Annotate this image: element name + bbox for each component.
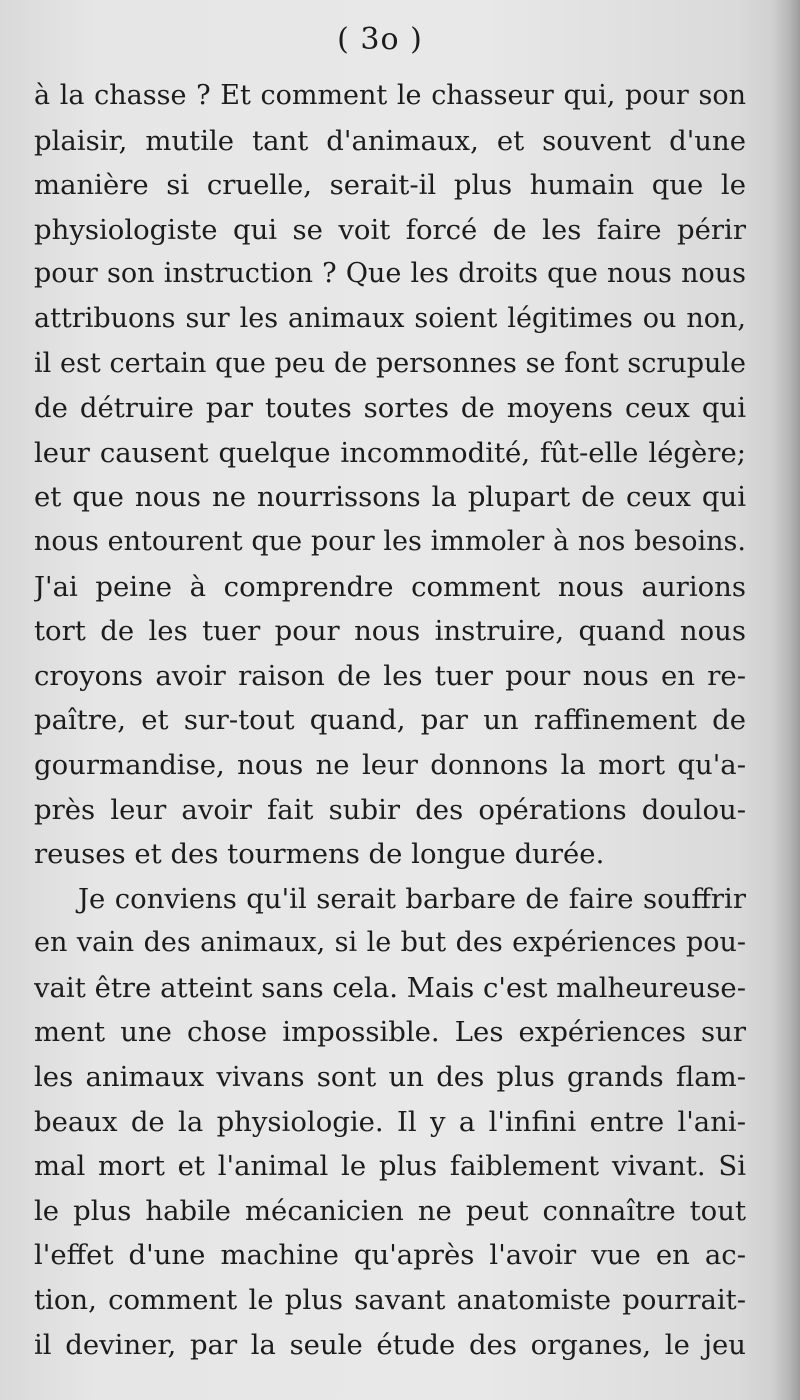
text-line: J'ai peine à comprendre comment nous aurions <box>34 570 746 603</box>
text-line: à la chasse ? Et comment le chasseur qui, pour son <box>34 80 746 111</box>
text-line: en vain des animaux, si le but des expériences pou- <box>34 927 746 959</box>
page-number: ( 3o ) <box>337 22 423 57</box>
text-line: pour son instruction ? Que les droits que nous nous <box>34 258 746 290</box>
text-line: attribuons sur les animaux soient légitimes ou non, <box>34 302 746 334</box>
text-line: près leur avoir fait subir des opérations doulou- <box>34 793 746 826</box>
text-line: physiologiste qui se voit forcé de les faire périr <box>34 213 746 246</box>
text-line: tion, comment le plus savant anatomiste pourrait- <box>34 1284 746 1317</box>
text-line: les animaux vivans sont un des plus grands flam- <box>34 1061 746 1094</box>
paragraph-end-line: reuses et des tourmens de longue durée. <box>34 838 605 871</box>
text-line: il deviner, par la seule étude des organes, le jeu <box>34 1328 746 1361</box>
text-line: de détruire par toutes sortes de moyens ceux qui <box>34 392 746 425</box>
text-line: beaux de la physiologie. Il y a l'infini entre l'ani- <box>34 1105 746 1138</box>
text-line: plaisir, mutile tant d'animaux, et souvent d'une <box>34 124 746 157</box>
text-line: leur causent quelque incommodité, fût-elle légère; <box>34 436 746 469</box>
text-line: il est certain que peu de personnes se font scrupule <box>34 347 746 379</box>
text-line: gourmandise, nous ne leur donnons la mort qu'a- <box>34 748 746 781</box>
body-text <box>34 74 746 1367</box>
text-line: mal mort et l'animal le plus faiblement vivant. Si <box>34 1150 746 1183</box>
page-edge-shadow <box>772 0 800 1400</box>
text-line: manière si cruelle, serait-il plus humain que le <box>34 169 746 202</box>
text-line: et que nous ne nourrissons la plupart de ceux qui <box>34 481 746 514</box>
text-line: vait être atteint sans cela. Mais c'est malheureuse- <box>34 971 746 1004</box>
text-line: le plus habile mécanicien ne peut connaître tout <box>34 1194 746 1227</box>
text-line: tort de les tuer pour nous instruire, quand nous <box>34 615 746 648</box>
text-line: croyons avoir raison de les tuer pour nous en re- <box>34 659 746 692</box>
text-line: l'effet d'une machine qu'après l'avoir vue en ac- <box>34 1239 746 1272</box>
paragraph-start-line: Je conviens qu'il serait barbare de faire souffrir <box>78 882 746 915</box>
text-line: ment une chose impossible. Les expériences sur <box>34 1016 746 1049</box>
text-line: nous entourent que pour les immoler à nos besoins. <box>34 525 746 557</box>
text-line: paître, et sur-tout quand, par un raffinement de <box>34 704 746 737</box>
